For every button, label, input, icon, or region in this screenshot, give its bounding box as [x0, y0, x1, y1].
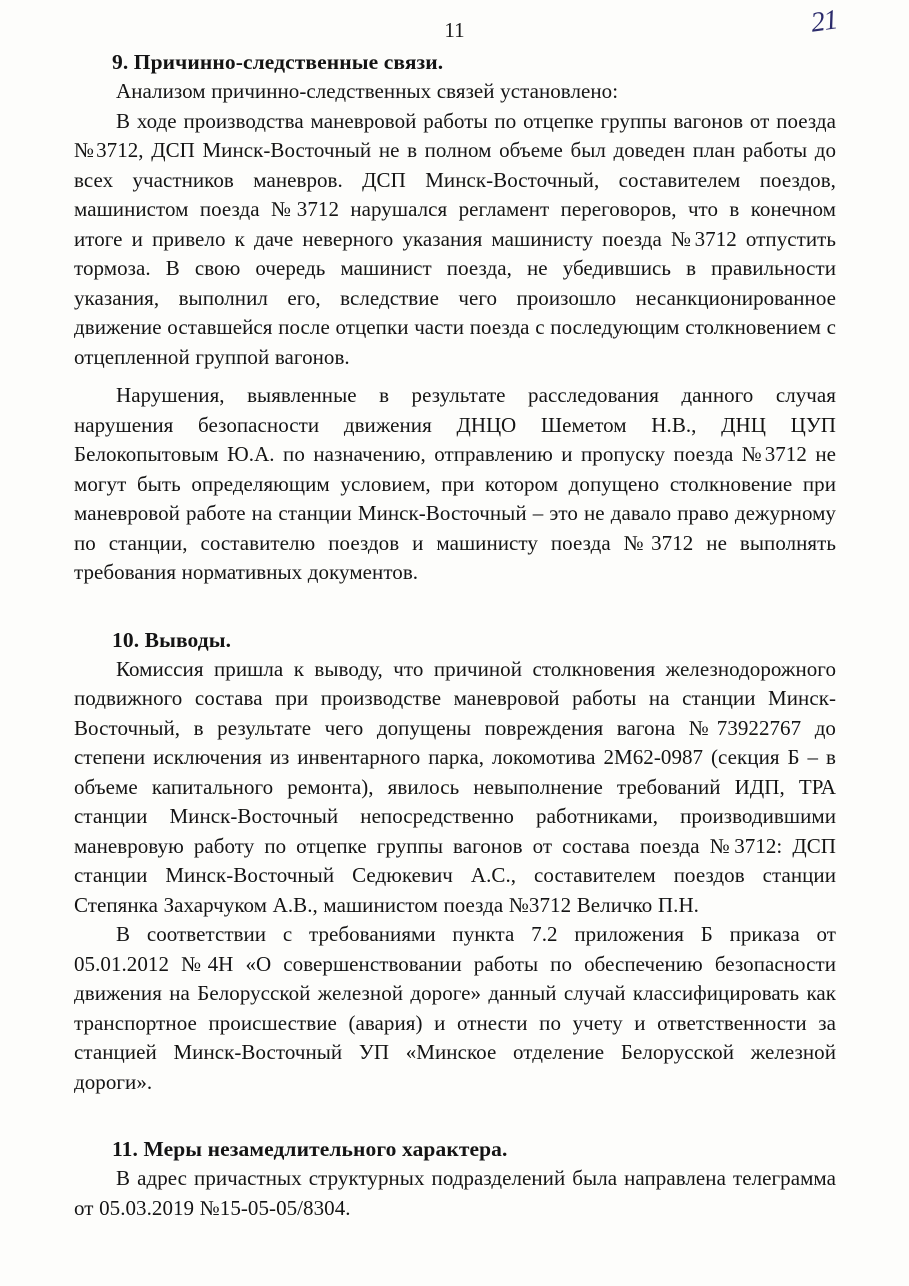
spacer — [74, 372, 836, 381]
section-heading: 9. Причинно-следственные связи. — [112, 50, 444, 74]
section-heading: 11. Меры незамедлительного характера. — [112, 1137, 508, 1161]
page-number: 11 — [444, 18, 465, 42]
document-body — [74, 50, 836, 1223]
paragraph: В ходе производства маневровой работы по отцепке группы вагонов от поезда №3712, ДСП Минск-Восточный не в полном объеме был доведен план работы до всех участников маневров. ДСП Минск-Восточный, составителем поездов, машинистом поезда №3712 нарушался регламент переговоров, что в конечном итоге и привело к даче неверного указания машинисту поезда №3712 отпустить тормоза. В свою очередь машинист поезда, не убедившись в правильности указания, выполнил его, вследствие чего произошло несанкционированное движение оставшейся после отцепки части поезда с последующим столкновением с отцепленной группой вагонов. — [74, 108, 836, 369]
paragraph: Нарушения, выявленные в результате расследования данного случая нарушения безопасности движения ДНЦО Шеметом Н.В., ДНЦ ЦУП Белокопытовым Ю.А. по назначению, отправлению и пропуску поезда №3712 не могут быть определяющим условием, при котором допущено столкновение при маневровой работе на станции Минск-Восточный – это не давало право дежурному по станции, составителю поездов и машинисту поезда №3712 не выполнять требования нормативных документов. — [74, 383, 836, 584]
paragraph: В соответствии с требованиями пункта 7.2 приложения Б приказа от 05.01.2012 №4Н «О совершенствовании работы по обеспечению безопасности движения на Белорусской железной дороге» данный случай классифицировать как транспортное происшествие (авария) и отнести по учету и ответственности за станцией Минск-Восточный УП «Минское отделение Белорусской железной дороги». — [74, 922, 836, 1094]
spacer — [74, 588, 836, 628]
paragraph: В адрес причастных структурных подразделений была направлена телеграмма от 05.03.2019 №15-05-05/8304. — [74, 1166, 836, 1220]
handwritten-page-mark: 21 — [808, 4, 839, 39]
section-causal-links — [74, 50, 836, 588]
section-conclusions — [74, 628, 836, 1098]
section-immediate-measures — [74, 1137, 836, 1223]
paragraph: Комиссия пришла к выводу, что причиной столкновения железнодорожного подвижного состава при производстве маневровой работы на станции Минск-Восточный, в результате чего допущены повреждения вагона №73922767 до степени исключения из инвентарного парка, локомотива 2М62-0987 (секция Б – в объеме капитального ремонта), явилось невыполнение требований ИДП, ТРА станции Минск-Восточный непосредственно работниками, производившими маневровую работу по отцепке группы вагонов от состава поезда №3712: ДСП станции Минск-Восточный Седюкевич А.С., составителем поездов станции Степянка Захарчуком А.В., машинистом поезда №3712 Величко П.Н. — [74, 656, 836, 917]
paragraph: Анализом причинно-следственных связей установлено: — [116, 79, 619, 103]
section-heading: 10. Выводы. — [112, 627, 232, 652]
spacer — [74, 1097, 836, 1137]
